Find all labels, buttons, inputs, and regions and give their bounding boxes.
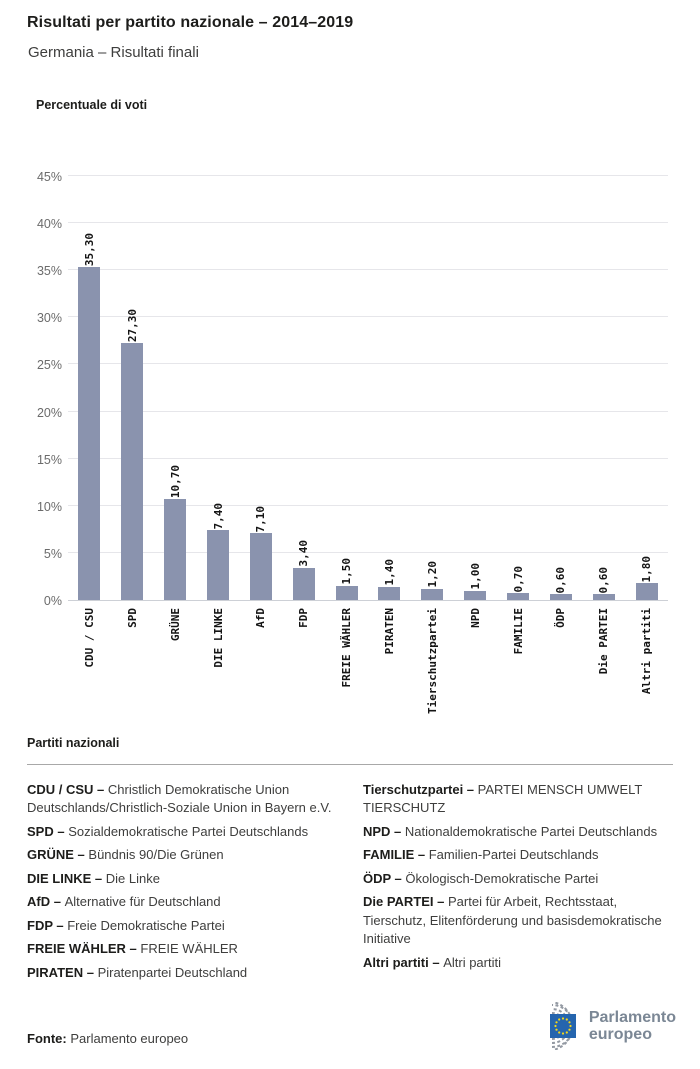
y-tick-label: 35% <box>36 264 62 279</box>
bar <box>164 499 186 600</box>
x-category-label: GRÜNE <box>168 608 182 642</box>
x-category-label: CDU / CSU <box>82 608 96 668</box>
party-entry <box>363 846 673 864</box>
source-value: Parlamento europeo <box>70 1031 189 1046</box>
party-abbr: Die PARTEI – <box>363 894 449 910</box>
bar-slot <box>239 176 282 600</box>
x-label-slot <box>411 608 454 740</box>
bar <box>593 594 615 600</box>
party-abbr: DIE LINKE – <box>27 870 106 886</box>
party-entry <box>27 964 337 982</box>
bar-value-label: 1,40 <box>382 559 396 586</box>
bar <box>293 568 315 600</box>
bar <box>336 586 358 600</box>
bar-value-label: 1,00 <box>468 563 482 590</box>
party-entry <box>363 954 673 972</box>
x-category-label: Tierschutzpartei <box>425 608 439 714</box>
ep-logo-wordmark <box>589 1009 676 1043</box>
bar-slot <box>68 176 111 600</box>
y-tick-label: 10% <box>36 499 62 514</box>
x-label-slot <box>197 608 240 740</box>
x-axis-labels <box>68 608 668 740</box>
section-divider <box>27 764 673 765</box>
party-name: Bündnis 90/Die Grünen <box>88 847 224 863</box>
bar-slot <box>111 176 154 600</box>
bar-slot <box>282 176 325 600</box>
x-label-slot <box>539 608 582 740</box>
bar-value-wrap <box>325 553 368 585</box>
party-abbr: FREIE WÄHLER – <box>27 941 141 957</box>
bar-value-wrap <box>411 556 454 588</box>
bar-value-label: 0,60 <box>597 566 611 594</box>
party-abbr: GRÜNE – <box>27 847 89 863</box>
european-parliament-logo <box>512 1002 676 1050</box>
party-entry <box>363 823 673 841</box>
bar <box>207 530 229 600</box>
bar <box>550 594 572 600</box>
x-label-slot <box>111 608 154 740</box>
x-label-slot <box>454 608 497 740</box>
bar <box>421 589 443 600</box>
bar-chart-plot-area <box>36 170 668 608</box>
bar-value-label: 1,80 <box>640 555 654 583</box>
bar-slot <box>454 176 497 600</box>
bar <box>464 591 486 600</box>
party-abbr: AfD – <box>27 894 65 910</box>
party-name: Freie Demokratische Partei <box>67 917 225 933</box>
party-abbr: Tierschutzpartei – <box>363 782 478 797</box>
party-abbr: FAMILIE – <box>363 847 429 863</box>
y-tick-label: 5% <box>43 546 62 561</box>
party-abbr: NPD – <box>363 823 405 839</box>
parties-legend-section <box>27 736 673 987</box>
party-name: Piratenpartei Deutschland <box>97 964 248 980</box>
bar-value-wrap <box>625 551 668 583</box>
bar <box>78 267 100 600</box>
party-name: Christlich Demokratische Union Deutschlands/Christlich-Soziale Union in Bayern e.V. <box>27 782 332 816</box>
bar <box>636 583 658 600</box>
party-name: Die Linke <box>105 870 160 886</box>
bar-value-label: 27,30 <box>125 308 139 342</box>
bar-slot <box>625 176 668 600</box>
x-category-label: NPD <box>468 608 482 628</box>
bar-value-label: 1,50 <box>340 558 354 585</box>
bar-value-wrap <box>68 228 111 266</box>
bars-container <box>68 176 668 600</box>
bar-value-wrap <box>111 304 154 342</box>
x-category-label: PIRATEN <box>382 608 396 655</box>
x-category-label: ÖDP <box>554 608 568 628</box>
y-tick-label: 0% <box>43 594 62 608</box>
party-name: Partei für Arbeit, Rechtsstaat, Tierschutz, Elitenförderung und basisdemokratische Initiative <box>363 894 662 947</box>
y-tick-label: 30% <box>36 311 62 326</box>
x-category-label: FDP <box>297 608 311 628</box>
party-entry <box>27 781 337 818</box>
page-title: Risultati per partito nazionale – 2014–2019 <box>27 14 354 31</box>
bar-value-wrap <box>239 501 282 533</box>
bar-value-wrap <box>539 562 582 594</box>
party-name: Sozialdemokratische Partei Deutschlands <box>68 823 309 839</box>
party-name: Nationaldemokratische Partei Deutschlands <box>404 823 658 839</box>
party-entry <box>363 781 673 818</box>
x-category-label: AfD <box>254 608 268 628</box>
bar-value-wrap <box>197 498 240 530</box>
bar <box>507 593 529 600</box>
y-axis-title: Percentuale di voti <box>36 98 148 112</box>
bar <box>121 343 143 600</box>
party-name: PARTEI MENSCH UMWELT TIERSCHUTZ <box>363 782 643 816</box>
bar-slot <box>582 176 625 600</box>
ep-logo-line2: europeo <box>588 1026 652 1043</box>
bar-value-label: 0,70 <box>511 565 525 593</box>
legend-column <box>27 781 337 987</box>
bar-slot <box>539 176 582 600</box>
party-abbr: SPD – <box>27 823 69 839</box>
party-name: Familien-Partei Deutschlands <box>428 847 599 863</box>
ep-hemicycle-icon <box>512 1002 582 1050</box>
party-entry <box>27 917 337 935</box>
party-name: FREIE WÄHLER <box>140 941 238 957</box>
x-category-label: Die PARTEI <box>597 608 611 675</box>
bar-value-label: 7,40 <box>211 502 225 530</box>
party-abbr: PIRATEN – <box>27 964 98 980</box>
bar-value-wrap <box>282 535 325 567</box>
page-subtitle: Germania – Risultati finali <box>28 44 199 61</box>
bar-value-wrap <box>582 562 625 594</box>
bar-value-wrap <box>154 460 197 498</box>
party-name: Alternative für Deutschland <box>64 894 221 910</box>
parties-columns <box>27 781 673 987</box>
bar-value-label: 0,60 <box>554 566 568 594</box>
party-entry <box>363 893 673 948</box>
bar <box>250 533 272 600</box>
x-label-slot <box>582 608 625 740</box>
bar-slot <box>368 176 411 600</box>
party-entry <box>27 940 337 958</box>
y-tick-label: 25% <box>36 358 62 373</box>
party-entry <box>27 870 337 888</box>
party-abbr: ÖDP – <box>363 870 406 886</box>
bar-value-wrap <box>454 558 497 590</box>
party-abbr: Altri partiti – <box>363 954 444 970</box>
bar <box>378 587 400 600</box>
x-category-label: FAMILIE <box>511 608 525 655</box>
x-category-label: SPD <box>125 608 139 628</box>
bar-slot <box>154 176 197 600</box>
x-label-slot <box>154 608 197 740</box>
party-entry <box>27 893 337 911</box>
bar-value-label: 10,70 <box>168 465 182 499</box>
bar-value-wrap <box>497 561 540 593</box>
bar-value-label: 3,40 <box>297 540 311 567</box>
party-abbr: CDU / CSU – <box>27 782 108 797</box>
bar-slot <box>497 176 540 600</box>
y-tick-label: 20% <box>36 405 62 420</box>
bar-value-label: 35,30 <box>82 233 96 267</box>
x-label-slot <box>368 608 411 740</box>
party-entry <box>27 846 337 864</box>
party-abbr: FDP – <box>27 917 68 933</box>
x-label-slot <box>239 608 282 740</box>
y-tick-label: 15% <box>36 452 62 467</box>
x-category-label: Altri partiti <box>640 608 654 695</box>
party-name: Ökologisch-Demokratische Partei <box>405 870 599 886</box>
x-label-slot <box>625 608 668 740</box>
parties-section-title: Partiti nazionali <box>27 736 120 750</box>
x-label-slot <box>68 608 111 740</box>
x-label-slot <box>325 608 368 740</box>
source-line <box>27 1031 188 1046</box>
bar-slot <box>197 176 240 600</box>
y-tick-label: 40% <box>36 217 62 232</box>
party-entry <box>363 870 673 888</box>
x-label-slot <box>282 608 325 740</box>
source-label: Fonte: <box>27 1031 67 1046</box>
y-tick-label: 45% <box>36 170 62 184</box>
bar-slot <box>411 176 454 600</box>
legend-column <box>363 781 673 987</box>
party-entry <box>27 823 337 841</box>
x-category-label: DIE LINKE <box>211 608 225 668</box>
bar-value-wrap <box>368 554 411 586</box>
x-category-label: FREIE WÄHLER <box>340 608 354 688</box>
bar-value-label: 7,10 <box>254 505 268 533</box>
ep-logo-line1: Parlamento <box>588 1009 676 1026</box>
bar-slot <box>325 176 368 600</box>
bar-value-label: 1,20 <box>425 561 439 588</box>
x-label-slot <box>497 608 540 740</box>
party-name: Altri partiti <box>443 954 501 970</box>
